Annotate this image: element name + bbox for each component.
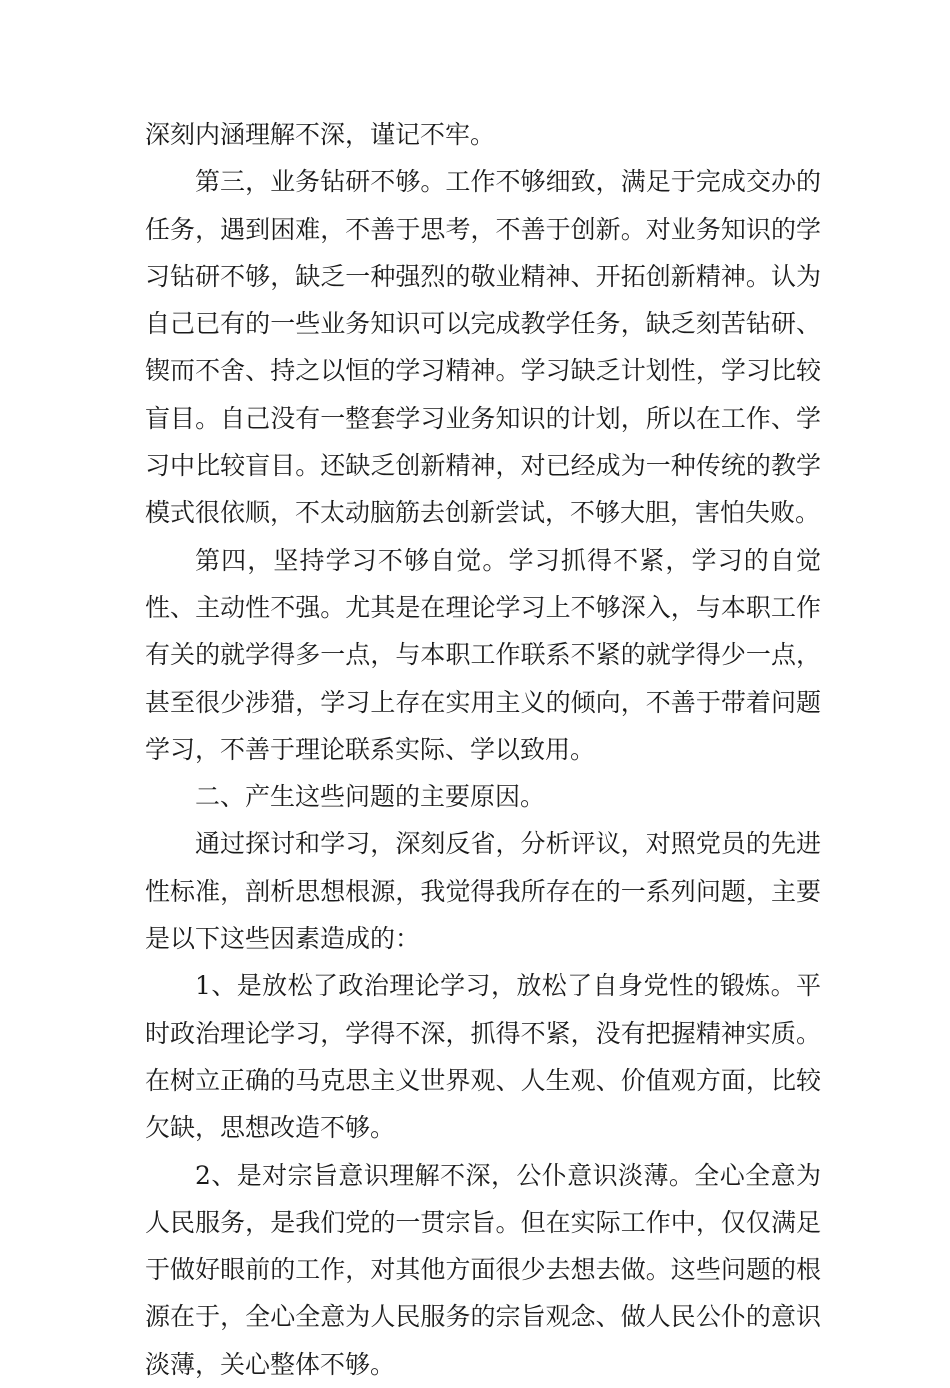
paragraph-2: 第三，业务钻研不够。工作不够细致，满足于完成交办的任务，遇到困难，不善于思考，不善于创新。对业务知识的学习钻研不够，缺乏一种强烈的敬业精神、开拓创新精神。认为自己已有的一些业务知识可以完成教学任务，缺乏刻苦钻研、锲而不舍、持之以恒的学习精神。学习缺乏计划性，学习比较盲目。自己没有一整套学习业务知识的计划，所以在工作、学习中比较盲目。还缺乏创新精神，对已经成为一种传统的教学模式很依顺，不太动脑筋去创新尝试，不够大胆，害怕失败。 <box>145 167 821 528</box>
paragraph-1: 深刻内涵理解不深，谨记不牢。 <box>145 120 496 149</box>
paragraph-6: 2、是对宗旨意识理解不深，公仆意识淡薄。全心全意为人民服务，是我们党的一贯宗旨。但在实际工作中，仅仅满足于做好眼前的工作，对其他方面很少去想去做。这些问题的根源在于，全心全意为人民服务的宗旨观念、做人民公仆的意识淡薄，关心整体不够。 <box>145 1160 821 1379</box>
paragraph-5: 1、是放松了政治理论学习，放松了自身党性的锻炼。平时政治理论学习，学得不深，抓得不紧，没有把握精神实质。在树立正确的马克思主义世界观、人生观、价值观方面，比较欠缺，思想改造不够。 <box>145 971 821 1143</box>
paragraph-3: 第四，坚持学习不够自觉。学习抓得不紧，学习的自觉性、主动性不强。尤其是在理论学习上不够深入，与本职工作有关的就学得多一点，与本职工作联系不紧的就学得少一点，甚至很少涉猎，学习上存在实用主义的倾向，不善于带着问题学习，不善于理论联系实际、学以致用。 <box>145 545 821 764</box>
paragraph-4: 通过探讨和学习，深刻反省，分析评议，对照党员的先进性标准，剖析思想根源，我觉得我所存在的一系列问题，主要是以下这些因素造成的： <box>145 829 821 954</box>
section-heading: 二、产生这些问题的主要原因。 <box>195 782 546 812</box>
document-body <box>145 111 821 1388</box>
